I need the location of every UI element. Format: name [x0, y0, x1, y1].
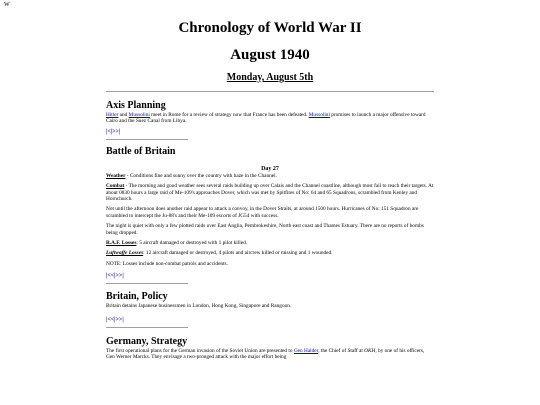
nav-next-link[interactable]: >>|	[115, 316, 124, 323]
divider	[106, 91, 434, 92]
text-fragment: and	[118, 112, 129, 118]
page-title: Chronology of World War II	[178, 20, 362, 36]
section-text: Britain detains Japanese businessmen in London, Hong Kong, Singapore and Rangoon.	[106, 303, 292, 310]
section-text	[106, 112, 434, 125]
link-hitler[interactable]: Hitler	[106, 112, 119, 118]
combat-paragraph	[106, 183, 434, 202]
text-fragment: meet in Rome for a review of strategy now that France has been defeated.	[149, 112, 309, 118]
day-label: Day 27	[261, 165, 279, 172]
divider	[106, 283, 188, 284]
page-content	[106, 0, 434, 361]
nav-first-link[interactable]: |<	[106, 128, 111, 135]
section-britain-policy	[106, 291, 434, 327]
night-paragraph: The night is quiet with only a few plotted raids over East Anglia, Pembrokeshire, North east coast and Thames Estuary. There are no reports of bombs being dropped.	[106, 223, 424, 236]
section-heading: Battle of Britain	[106, 145, 176, 157]
nav-separator: |	[110, 128, 113, 135]
date-heading: Monday, August 5th	[226, 72, 314, 83]
nav-bar	[106, 272, 434, 280]
weather-label: Weather	[106, 172, 126, 179]
nav-bar	[106, 316, 434, 324]
text-fragment: - Conditions fine and sunny over the country with haze in the Channel.	[125, 172, 277, 179]
link-mussolini[interactable]: Mussolini	[128, 112, 150, 118]
okh-abbrev: OKH	[364, 347, 376, 354]
nav-separator: |	[114, 273, 116, 280]
text-fragment: , by one of his officers, Gen Werner Marcks. They envisage a two-pronged attack with the major effort being	[106, 347, 425, 361]
text-fragment: : 5 aircraft damaged or destroyed with 1 pilot killed.	[136, 240, 248, 247]
corner-mark: W	[4, 2, 10, 8]
text-fragment: The first operational plans for the German invasion of the Soviet Union are presented to	[106, 347, 294, 354]
text-fragment: - The morning and good weather sees several raids building up over Calais and the Channel coastline, although most fail to reach their targets. At about 0830 hours a large raid of Me-109's approaches Dover, which was met by Spitfires of No: 64 and 65 Squadrons, scrambled from Kenley and Hornchurch.	[106, 183, 434, 203]
section-axis-planning	[106, 100, 434, 140]
divider	[106, 327, 188, 328]
nav-first-link[interactable]: |<<	[106, 273, 115, 280]
nav-bar	[106, 128, 434, 136]
divider	[106, 139, 188, 140]
text-fragment: , the Chief of Staff at	[318, 347, 365, 354]
luftwaffe-losses-label: Luftwaffe Losses	[106, 250, 144, 257]
link-halder[interactable]: Gen Halder	[293, 347, 319, 354]
afternoon-paragraph: Not until the afternoon does another raid appear to attack a convoy, in the Dover Straits, at around 1500 hours. Hurricanes of No: 151 Squadron are scrambled to intercept the Ju-88's and their Me-109 escorts of JG54 with success.	[106, 206, 419, 219]
combat-label: Combat	[106, 183, 125, 190]
section-heading: Axis Planning	[106, 100, 166, 111]
nav-next-link[interactable]: >>|	[112, 128, 121, 135]
section-battle-of-britain	[106, 146, 434, 284]
note-paragraph: NOTE: Losses include non-combat patrols and accidents.	[106, 260, 228, 267]
text-fragment: promises to launch a major offensive toward Cairo and the Suez Canal from Libya.	[106, 112, 426, 125]
nav-next-link[interactable]: >>|	[115, 273, 124, 280]
page-subtitle: August 1940	[230, 47, 310, 63]
raf-losses-label: R.A.F. Losses	[106, 240, 137, 247]
section-germany-strategy	[106, 336, 434, 361]
section-text	[106, 348, 434, 361]
text-fragment: : 12 aircraft damaged or destroyed, 4 pilots and aircrew killed or missing and 1 wounded.	[143, 250, 333, 257]
section-heading: Germany, Strategy	[106, 335, 188, 347]
nav-separator: |	[114, 316, 116, 323]
section-heading: Britain, Policy	[106, 291, 168, 303]
nav-first-link[interactable]: |<<	[106, 316, 115, 323]
link-mussolini[interactable]: Mussolini	[308, 112, 330, 118]
